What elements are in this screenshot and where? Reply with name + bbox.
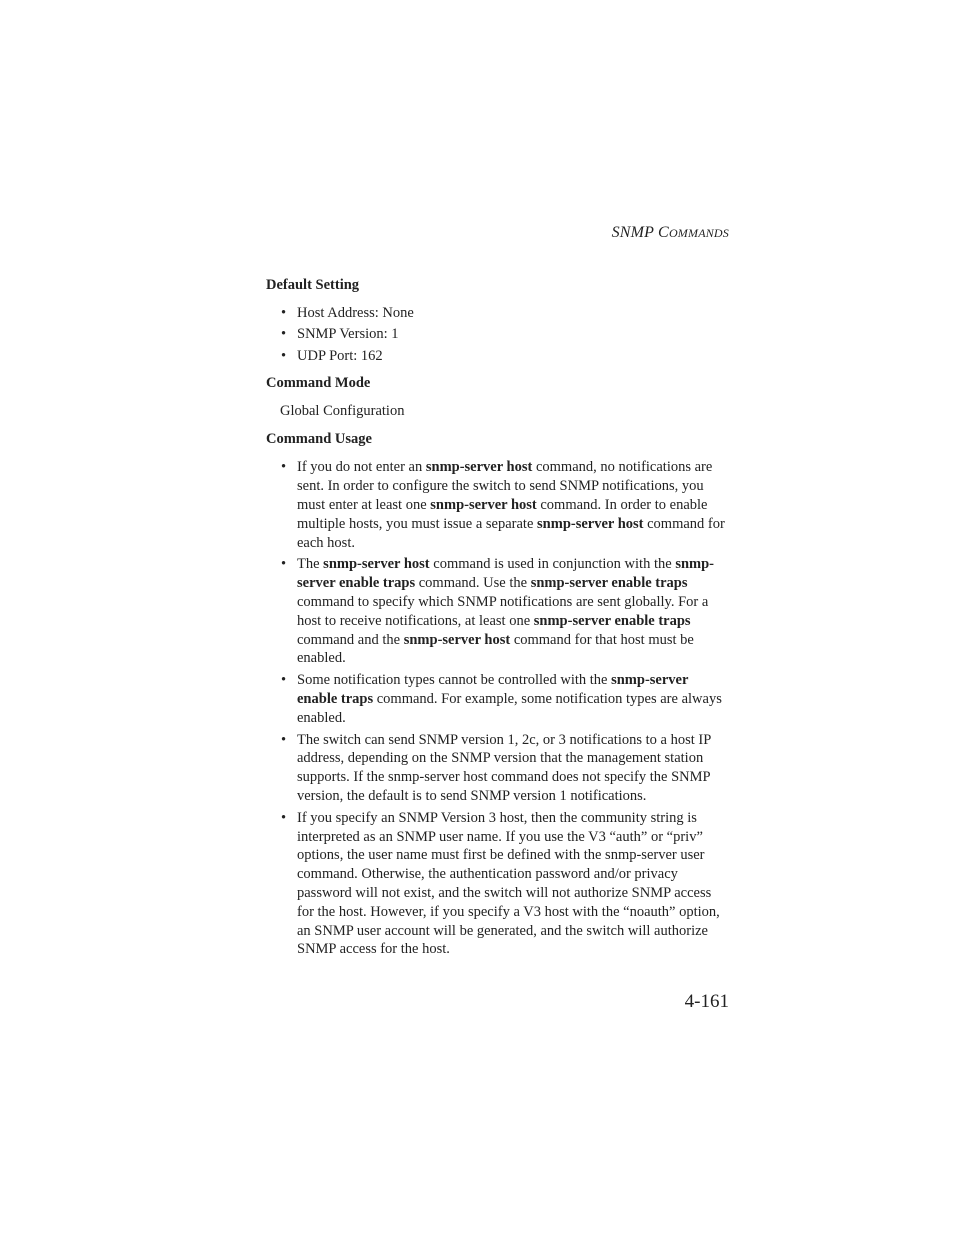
default-setting-list <box>266 304 729 365</box>
command-keyword: snmp-server enable traps <box>533 612 691 629</box>
command-keyword: snmp-server host <box>537 515 644 532</box>
command-mode-heading: Command Mode <box>266 375 371 392</box>
command-keyword: snmp-server host <box>430 496 537 513</box>
command-mode-text: Global Configuration <box>280 403 405 420</box>
command-usage-item: • If you specify an SNMP Version 3 host, then the community string is interpreted as an SNMP user name. If you use the V3 “auth” or “priv” options, the user name must first be defined with the snmp-server user command. Otherwise, the authentication password and/or privacy password will not exist, and the switch will not authorize SNMP access for the host. However, if you specify a V3 host with the “noauth” option, an SNMP user account will be generated, and the switch will authorize SNMP access for the host. <box>297 809 729 959</box>
command-keyword: snmp-server enable traps <box>530 575 688 592</box>
default-setting-item: • Host Address: None <box>297 304 729 323</box>
command-keyword: snmp-server host <box>323 556 430 573</box>
command-usage-list <box>266 458 729 959</box>
command-usage-heading: Command Usage <box>266 431 372 448</box>
command-usage-item: • If you do not enter an snmp-server host command, no notifications are sent. In order to configure the switch to send SNMP notifications, you must enter at least one snmp-server host command. In order to enable multiple hosts, you must issue a separate snmp-server host command for each host. <box>297 458 729 552</box>
default-setting-heading: Default Setting <box>266 277 360 293</box>
command-usage-item: • The snmp-server host command is used in conjunction with the snmp-server enable traps command. Use the snmp-server enable traps command to specify which SNMP notifications are sent globally. For a host to receive notifications, at least one snmp-server enable traps command and the snmp-server host command for that host must be enabled. <box>297 555 729 668</box>
command-usage-item: • Some notification types cannot be controlled with the snmp-server enable traps command. For example, some notification types are always enabled. <box>297 671 729 727</box>
command-keyword: snmp-server enable traps <box>297 556 714 592</box>
command-keyword: snmp-server host <box>403 631 511 648</box>
command-keyword: snmp-server enable traps <box>297 672 689 707</box>
running-header <box>612 224 729 242</box>
running-header-small-caps: OMMANDS <box>668 226 729 240</box>
page-content <box>266 276 729 968</box>
command-usage-item: • The switch can send SNMP version 1, 2c, or 3 notifications to a host IP address, depending on the SNMP version that the management station supports. If the snmp-server host command does not specify the SNMP version, the default is to send SNMP version 1 notifications. <box>297 731 729 806</box>
default-setting-item: • SNMP Version: 1 <box>297 325 729 344</box>
command-keyword: snmp-server host <box>425 459 533 476</box>
default-setting-item: • UDP Port: 162 <box>297 347 729 366</box>
running-header-prefix: SNMP C <box>611 224 669 241</box>
page-number: 4-161 <box>684 991 729 1012</box>
